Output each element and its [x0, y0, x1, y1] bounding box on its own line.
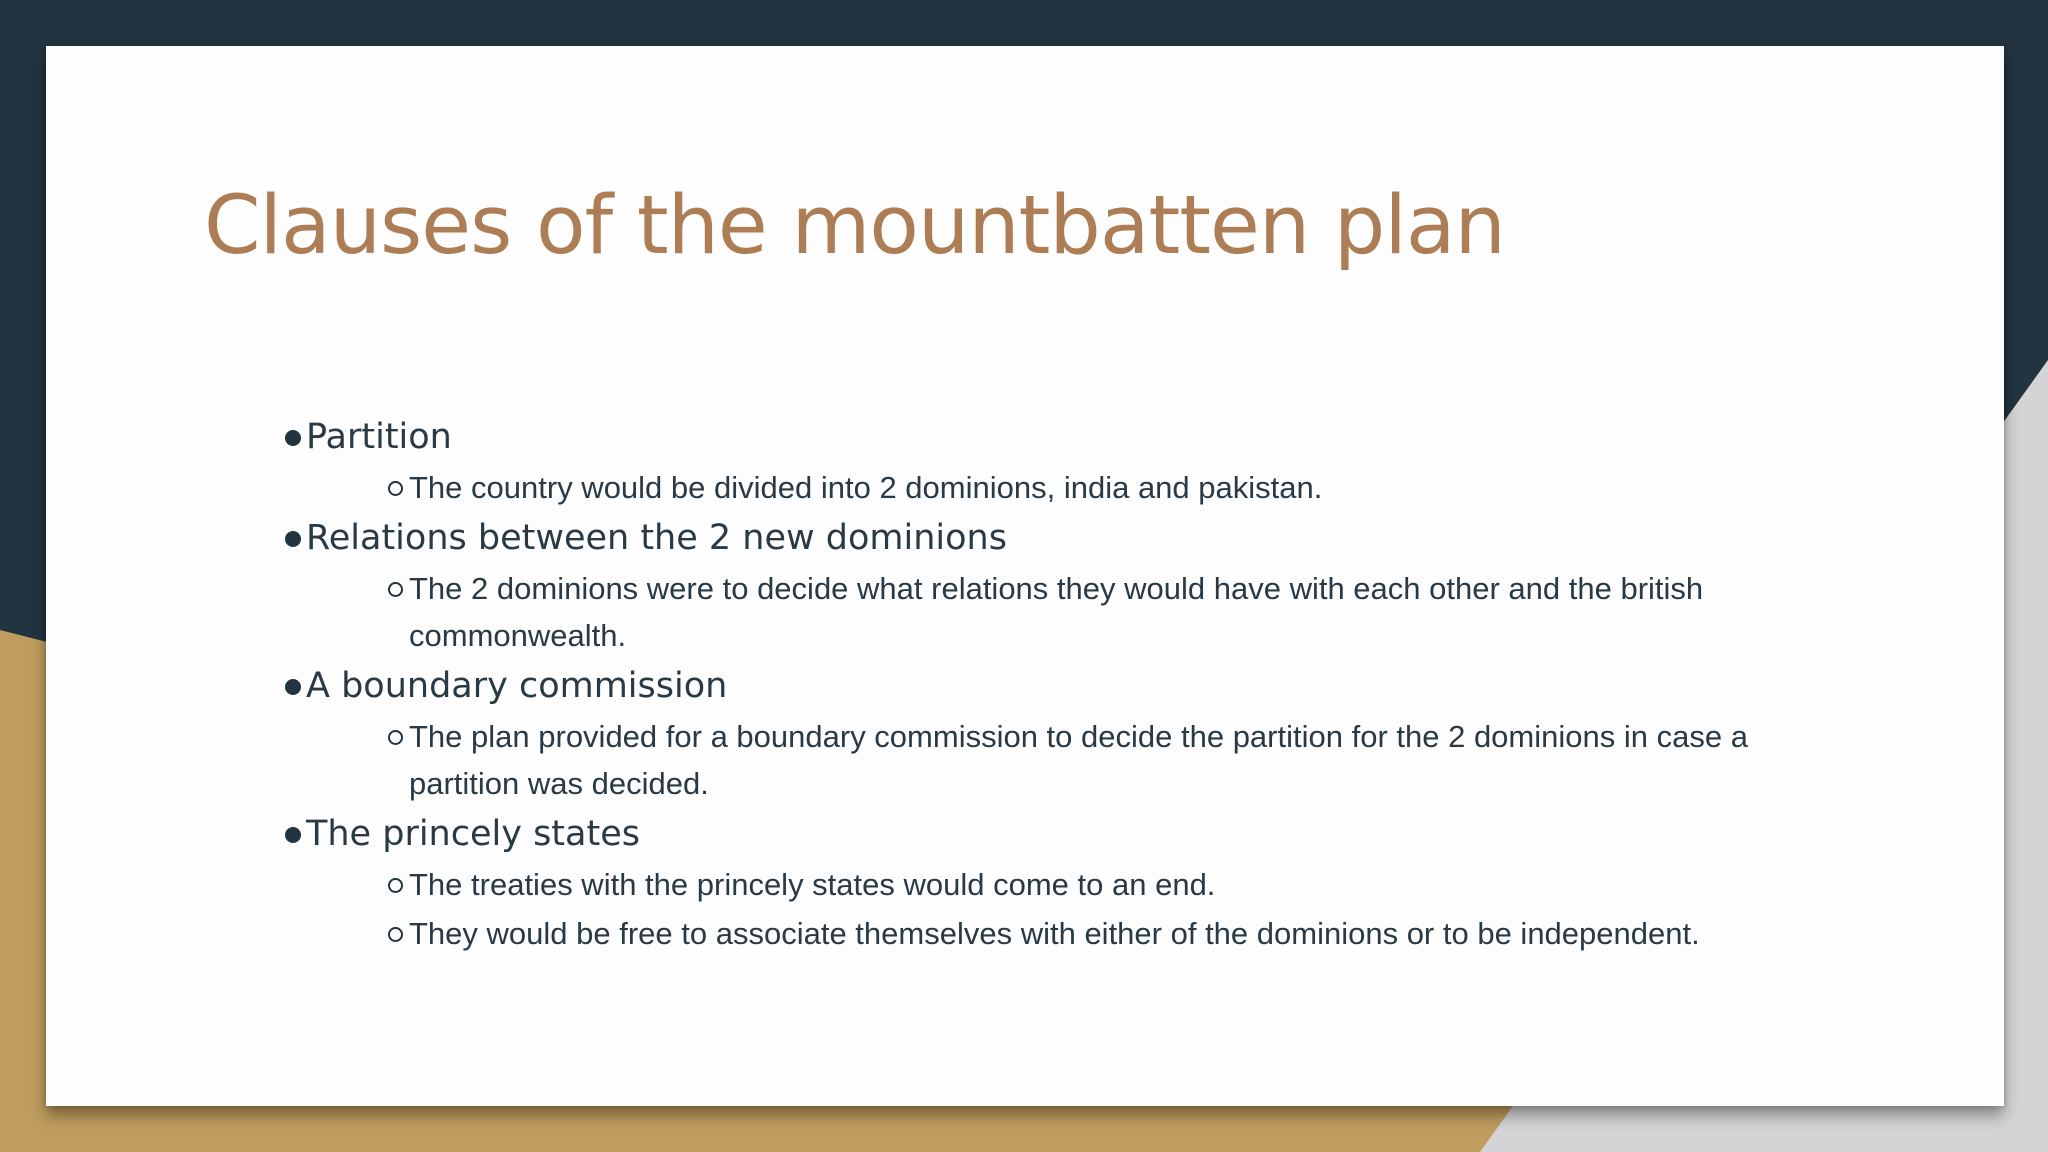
- sub-bullet-item: [220, 464, 1820, 511]
- slide-title: Clauses of the mountbatten plan: [204, 179, 1505, 273]
- sub-bullet-text: The plan provided for a boundary commission to decide the partition for the 2 dominions in case a partition was decided.: [409, 719, 1748, 801]
- bullet-item-boundary-commission: [220, 661, 1820, 713]
- slide-canvas: [46, 46, 2004, 1106]
- hollow-bullet-icon: [388, 730, 403, 745]
- sub-bullet-item: [220, 713, 1820, 807]
- filled-bullet-icon: [285, 430, 301, 446]
- bullet-text: Partition: [306, 417, 452, 457]
- hollow-bullet-icon: [388, 582, 403, 597]
- sub-bullet-item: [220, 910, 1820, 957]
- hollow-bullet-icon: [388, 927, 403, 942]
- bullet-item-partition: [220, 412, 1820, 464]
- sub-bullet-item: [220, 565, 1820, 659]
- bullet-list: [220, 412, 1820, 959]
- hollow-bullet-icon: [388, 878, 403, 893]
- sub-bullet-item: [220, 861, 1820, 908]
- bullet-item-princely-states: [220, 809, 1820, 861]
- bullet-text: The princely states: [306, 814, 640, 854]
- filled-bullet-icon: [285, 827, 301, 843]
- sub-bullet-text: The treaties with the princely states would come to an end.: [409, 867, 1216, 902]
- filled-bullet-icon: [285, 679, 301, 695]
- hollow-bullet-icon: [388, 481, 403, 496]
- sub-bullet-text: They would be free to associate themselves with either of the dominions or to be independent.: [409, 916, 1700, 951]
- bullet-item-relations: [220, 513, 1820, 565]
- bullet-text: A boundary commission: [306, 666, 728, 706]
- bullet-text: Relations between the 2 new dominions: [306, 518, 1007, 558]
- filled-bullet-icon: [285, 531, 301, 547]
- sub-bullet-text: The country would be divided into 2 dominions, india and pakistan.: [409, 470, 1323, 505]
- sub-bullet-text: The 2 dominions were to decide what relations they would have with each other and the british commonwealth.: [409, 571, 1704, 653]
